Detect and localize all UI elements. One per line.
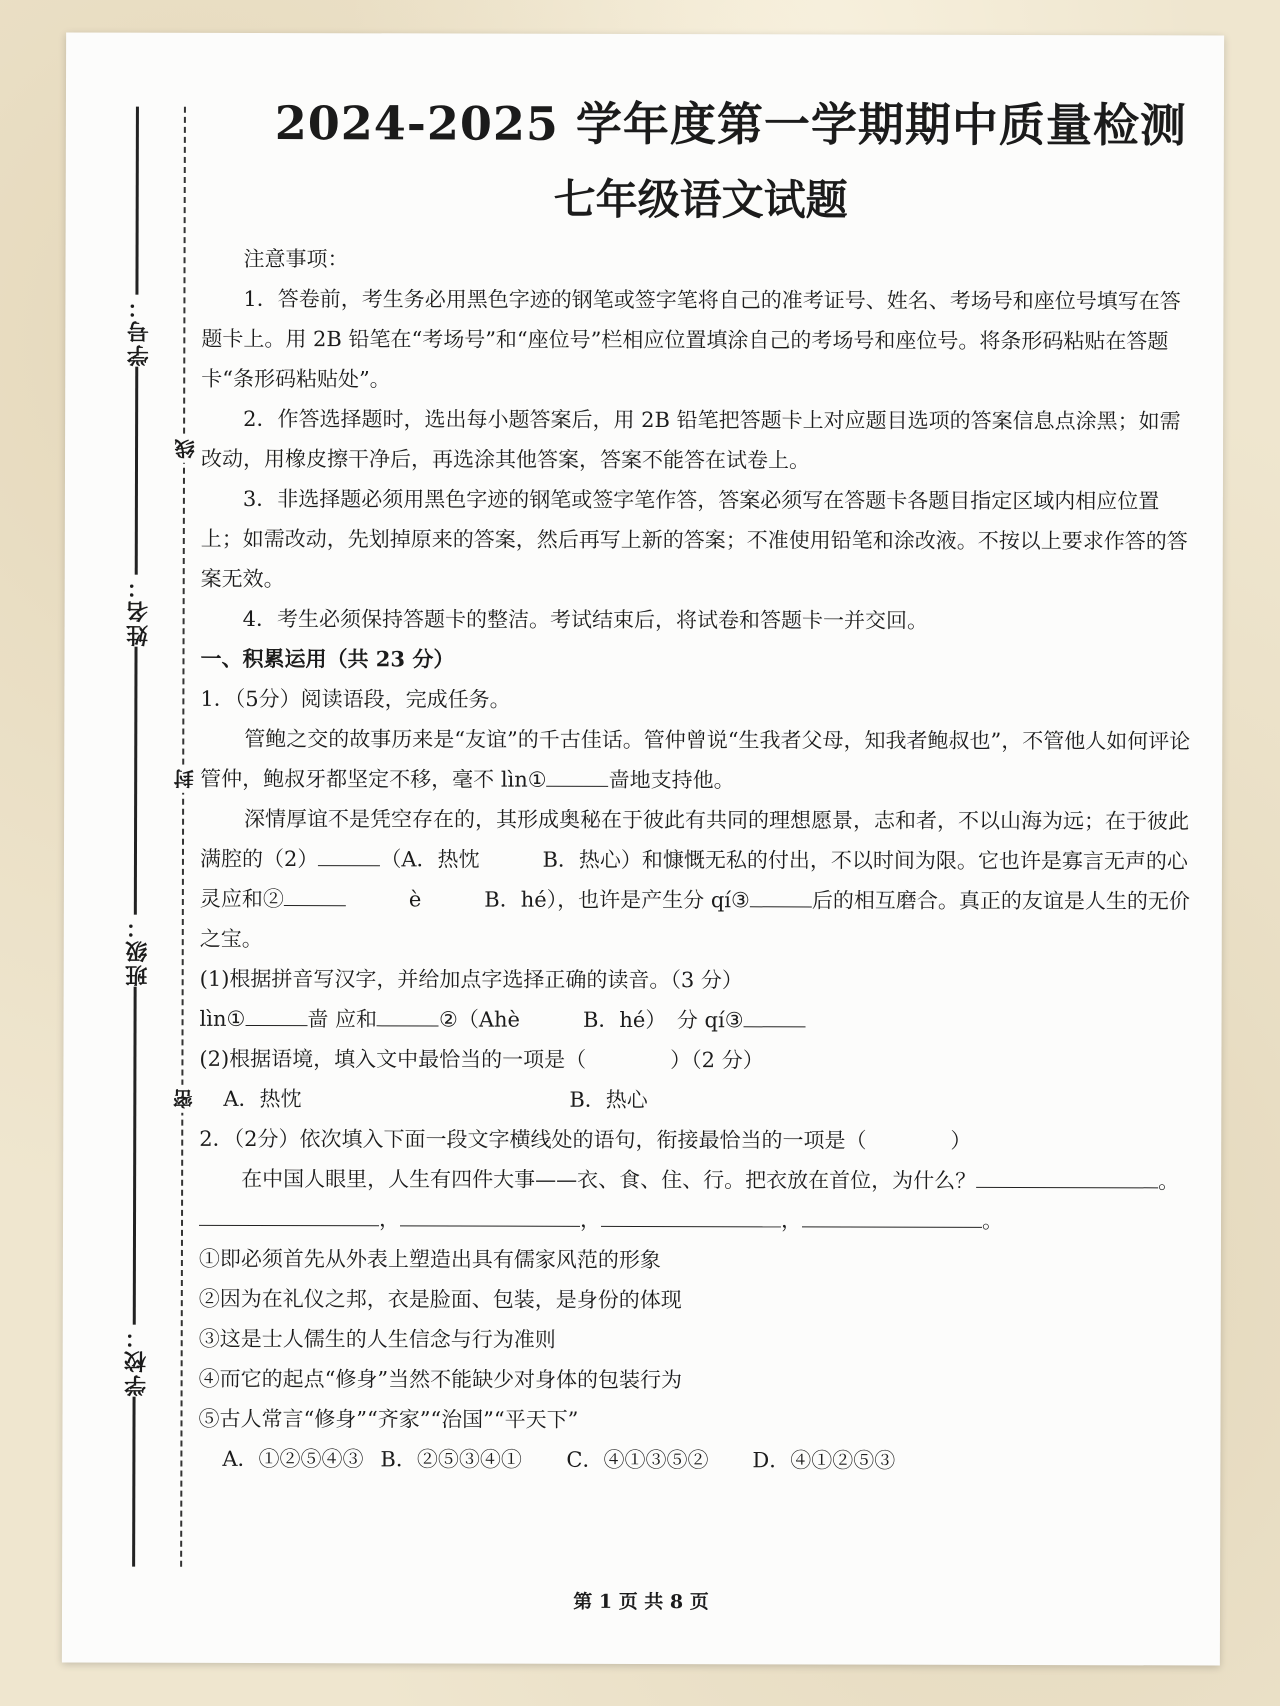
- binding-dashed-line: [180, 107, 186, 1567]
- notice-item: 4．考生必须保持答题卡的整洁。考试结束后，将试卷和答题卡一并交回。: [242, 606, 928, 633]
- answer-blank: [245, 1003, 307, 1026]
- seal-mark-line: 线: [171, 435, 200, 463]
- punct-period: 。: [1158, 1169, 1180, 1194]
- answer-blank: [750, 884, 812, 907]
- q1-sub1-line: [200, 999, 1198, 1042]
- q1-sub2-options: [199, 1079, 1197, 1122]
- school-label: 学校：: [121, 1325, 152, 1397]
- q2-options: [198, 1439, 1196, 1482]
- answer-blank: [400, 1203, 580, 1226]
- exam-content: [198, 93, 1200, 1482]
- option-a: A．热忱: [223, 1086, 302, 1112]
- notice-item: 3．非选择题必须用黑色字迹的钢笔或签字笔作答，答案必须写在答题卡各题目指定区域内相应位置上；如需改动，先划掉原来的答案，然后再写上新的答案；不准使用铅笔和涂改液。不按以上要求作答的答案无效。: [200, 486, 1188, 592]
- punct-period: 。: [981, 1208, 1004, 1233]
- exam-subtitle: 七年级语文试题: [553, 174, 848, 225]
- q1-p2-text-a: 深情厚谊不是凭空存在的，其形成奥秘在于彼此有共同的理想愿景，志和者，不以山海为远；在于彼此满腔的（2）: [199, 806, 1190, 872]
- q1-p2-text-c: B．热心）和慷慨无私的付出，不以时间为限。它也许是寡言无声的心灵应和②: [199, 847, 1188, 912]
- answer-blank: [976, 1165, 1158, 1188]
- answer-blank: [199, 1203, 379, 1226]
- answer-blank: [601, 1204, 781, 1227]
- exam-paper: [62, 32, 1224, 1665]
- answer-blank: [318, 843, 380, 866]
- q2-passage: [199, 1159, 1197, 1202]
- answer-blank: [377, 1003, 439, 1026]
- q1-p2-text-d: è: [408, 887, 422, 912]
- q2-stem: 2．（2分）依次填入下面一段文字横线处的语句，衔接最恰当的一项是（ ）: [199, 1126, 972, 1153]
- seal-mark-seal: 封: [170, 765, 199, 793]
- punct-comma: ，: [780, 1208, 803, 1233]
- q2-blank-line: [199, 1199, 1197, 1242]
- q1-stem: 1．（5分）阅读语段，完成任务。: [200, 686, 511, 712]
- q1-sub2: (2)根据语境，填入文中最恰当的一项是（ ）（2 分）: [199, 1046, 764, 1073]
- q2-item: ④而它的起点“修身”当然不能缺少对身体的包装行为: [198, 1366, 683, 1393]
- q1-p2-text-e: B．hé），也许是产生分 qí③: [484, 887, 750, 913]
- q2-item: ②因为在礼仪之邦，衣是脸面、包装，是身份的体现: [198, 1286, 682, 1313]
- option-b: B．②⑤③④①: [380, 1447, 522, 1472]
- q1-p1-text-b: 啬地支持他。: [608, 767, 735, 793]
- seal-mark-secret: 密: [169, 1085, 198, 1113]
- option-a: A．①②⑤④③: [222, 1446, 364, 1472]
- q1-paragraph-2: [200, 799, 1198, 962]
- option-b: B．热心: [569, 1087, 648, 1113]
- q2-item: ③这是士人儒生的人生信念与行为准则: [198, 1326, 556, 1352]
- q2-item: ⑤古人常言“修身”“齐家”“治国”“平天下”: [198, 1406, 579, 1432]
- option-d: D．④①②⑤③: [752, 1448, 896, 1473]
- sub1-part-e: 分 qí③: [676, 1008, 744, 1033]
- punct-comma: ，: [579, 1207, 602, 1232]
- page-footer: 第 1 页 共 8 页: [573, 1590, 709, 1614]
- sub1-part-d: B．hé）: [582, 1007, 656, 1033]
- sub1-part-a: lìn①: [199, 1006, 246, 1031]
- answer-blank: [284, 883, 346, 906]
- q1-p2-text-f: 后的相互磨合。真正的友谊是人生的无价之宝。: [199, 888, 1190, 952]
- option-c: C．④①③⑤②: [566, 1447, 709, 1473]
- q2-passage-text: 在中国人眼里，人生有四件大事——衣、食、住、行。把衣放在首位，为什么？: [241, 1166, 977, 1193]
- answer-blank: [802, 1204, 982, 1227]
- notice-heading: 注意事项：: [243, 246, 349, 272]
- notice-item: 2．作答选择题时，选出每小题答案后，用 2B 铅笔把答题卡上对应题目选项的答案信息点涂黑；如需改动，用橡皮擦干净后，再选涂其他答案，答案不能答在试卷上。: [200, 406, 1181, 473]
- q1-paragraph-1: [200, 719, 1198, 802]
- answer-blank: [744, 1004, 806, 1027]
- class-label: 班级：: [122, 915, 153, 987]
- punct-comma: ，: [378, 1207, 401, 1232]
- name-label: 姓名：: [123, 575, 154, 647]
- sub1-part-c: ②（Ahè: [439, 1007, 521, 1032]
- q1-p1-text-a: 管鲍之交的故事历来是“友谊”的千古佳话。管仲曾说“生我者父母，知我者鲍叔也”，不管他人如何评论管仲，鲍叔牙都坚定不移，毫不 lìn①: [200, 726, 1191, 792]
- answer-blank: [547, 764, 609, 787]
- binding-margin: [62, 32, 199, 1662]
- q1-p2-text-b: （A．热忱: [380, 847, 480, 872]
- section-heading: 一、积累运用（共 23 分）: [200, 645, 455, 672]
- sub1-part-b: 啬 应和: [307, 1007, 378, 1032]
- student-id-label: 学号：: [123, 295, 154, 367]
- exam-title: 2024-2025 学年度第一学期期中质量检测: [274, 96, 1188, 153]
- q2-item: ①即必须首先从外表上塑造出具有儒家风范的形象: [198, 1246, 661, 1273]
- notice-item: 1．答卷前，考生务必用黑色字迹的钢笔或签字笔将自己的准考证号、姓名、考场号和座位号填写在答题卡上。用 2B 铅笔在“考场号”和“座位号”栏相应位置填涂自己的考场号和座位号。将条形码粘贴在答题卡“条形码粘贴处”。: [201, 286, 1181, 392]
- q1-sub1: (1)根据拼音写汉字，并给加点字选择正确的读音。（3 分）: [199, 966, 743, 993]
